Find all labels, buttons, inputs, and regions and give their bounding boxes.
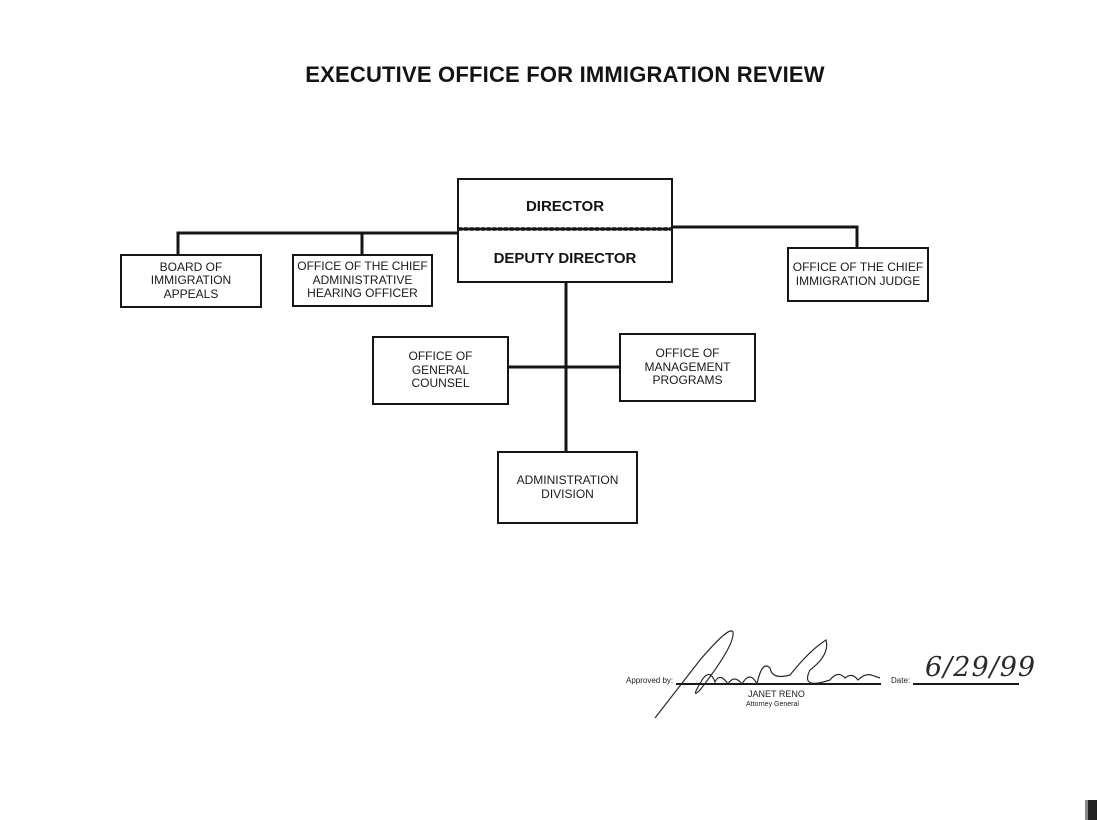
management-programs-box (619, 333, 756, 402)
approved-by-label: Approved by: (626, 676, 674, 685)
signatory-name: JANET RENO (748, 689, 805, 699)
director-label: DIRECTOR (525, 198, 605, 215)
connector-left-branch (178, 233, 457, 254)
connector-right-branch (672, 227, 857, 247)
ocaho-label: OFFICE OF THE CHIEF ADMINISTRATIVE HEARING OFFICER (297, 259, 428, 301)
date-label: Date: (891, 676, 911, 685)
board-of-immigration-appeals-box (120, 254, 262, 308)
date-line (913, 683, 1019, 685)
signatory-title: Attorney General (746, 701, 799, 708)
chart-title: EXECUTIVE OFFICE FOR IMMIGRATION REVIEW (305, 62, 825, 87)
administration-division-box (497, 451, 638, 524)
administration-division-label: ADMINISTRATION DIVISION (516, 473, 619, 501)
ocaho-box (292, 254, 433, 307)
management-programs-label: OFFICE OF MANAGEMENT PROGRAMS (644, 346, 731, 388)
general-counsel-box (372, 336, 509, 405)
ocij-box (787, 247, 929, 302)
general-counsel-label: OFFICE OF GENERAL COUNSEL (408, 349, 473, 391)
board-of-immigration-appeals-label: BOARD OF IMMIGRATION APPEALS (150, 259, 232, 301)
deputy-director-label: DEPUTY DIRECTOR (493, 250, 637, 267)
signature-line (676, 683, 881, 685)
ocij-label: OFFICE OF THE CHIEF IMMIGRATION JUDGE (792, 260, 924, 288)
director-box (457, 178, 673, 283)
handwritten-date: 6/29/99 (925, 652, 1037, 683)
scan-edge-artifact (1085, 800, 1097, 820)
